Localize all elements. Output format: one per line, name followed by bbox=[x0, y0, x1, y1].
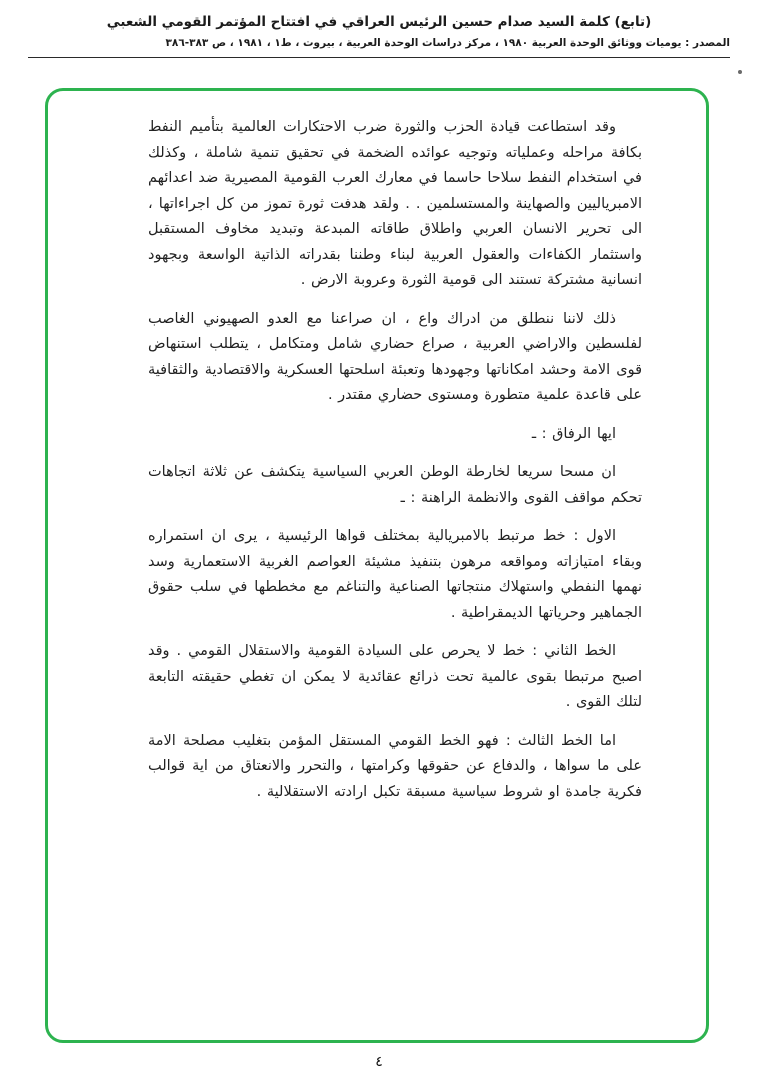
header-divider bbox=[28, 57, 730, 58]
paragraph-three-trends-intro: ان مسحا سريعا لخارطة الوطن العربي السياسية يتكشف عن ثلاثة اتجاهات تحكم مواقف القوى والانظمة الراهنة : ـ bbox=[148, 464, 642, 506]
source-line: المصدر : يوميات ووثائق الوحدة العربية ١٩٨٠ ، مركز دراسات الوحدة العربية ، بيروت ، ط١ ، ١٩٨١ ، ص ٣٨٣-٣٨٦ bbox=[165, 37, 730, 50]
page-number: ٤ bbox=[375, 1054, 383, 1070]
paragraph-zionist-enemy: ذلك لاننا ننطلق من ادراك واع ، ان صراعنا مع العدو الصهيوني الغاصب لفلسطين والاراضي العربية ، صراع حضاري شامل ومتكامل ، يتطلب استنهاض قوى الامة وحشد امكاناتها وجهودها وتعبئة اسلحتها العسكرية والاقتصادية والثقافية على قاعدة علمية متطورة ومستوى حضاري مقتدر . bbox=[148, 310, 642, 403]
paragraph-first-line: الاول : خط مرتبط بالامبريالية بمختلف قواها الرئيسية ، يرى ان استمراره وبقاء امتيازاته ومواقعه مرهون بتنفيذ مشيئة العواصم الغربية الاستعمارية وسد نهمها النفطي واستهلاك منتجاتها الصناعية والتناغم مع مخططها في سلب حقوق الجماهير وحرياتها الديمقراطية . bbox=[148, 528, 642, 621]
scan-artifact-dot bbox=[738, 70, 742, 74]
paragraph-oil-nationalization: وقد استطاعت قيادة الحزب والثورة ضرب الاحتكارات العالمية بتأميم النفط بكافة مراحله وعملياته وتوجيه عوائده الضخمة في تحقيق تنمية شاملة ، وكذلك في استخدام النفط سلاحا حاسما في معارك العرب القومية المصيرية ضد اعدائهم الامبرياليين والصهاينة والمستسلمين . . ولقد هدفت ثورة تموز من كل اجراءاتها ، الى تحرير الانسان العربي واطلاق طاقاته المبدعة وتبديد مخاوف المستقبل واستثمار الكفاءات والعقول العربية لبناء وطننا بقدراته الذاتية الواسعة وبجهود انسانية مشتركة تستند الى قومية الثورة وعروبة الارض . bbox=[148, 119, 642, 288]
body-text bbox=[48, 91, 706, 805]
paragraph-third-line: اما الخط الثالث : فهو الخط القومي المستقل المؤمن بتغليب مصلحة الامة على ما سواها ، والدفاع عن حقوقها وكرامتها ، والتحرر والانعتاق من اية قوالب فكرية جامدة او شروط سياسية مسبقة تكبل ارادته الاستقلالية . bbox=[148, 732, 642, 800]
content-frame bbox=[45, 88, 709, 1043]
salutation-comrades: ايها الرفاق : ـ bbox=[531, 425, 616, 442]
page-header bbox=[0, 0, 758, 58]
document-title: (تابع) كلمة السيد صدام حسين الرئيس العراقي في افتتاح المؤتمر القومي الشعبي bbox=[106, 14, 652, 30]
paragraph-second-line: الخط الثاني : خط لا يحرص على السيادة القومية والاستقلال القومي . وقد اصبح مرتبطا بقوى عالمية تحت ذرائع عقائدية لا يمكن ان تغطي حقيقته التابعة لتلك القوى . bbox=[148, 643, 642, 710]
